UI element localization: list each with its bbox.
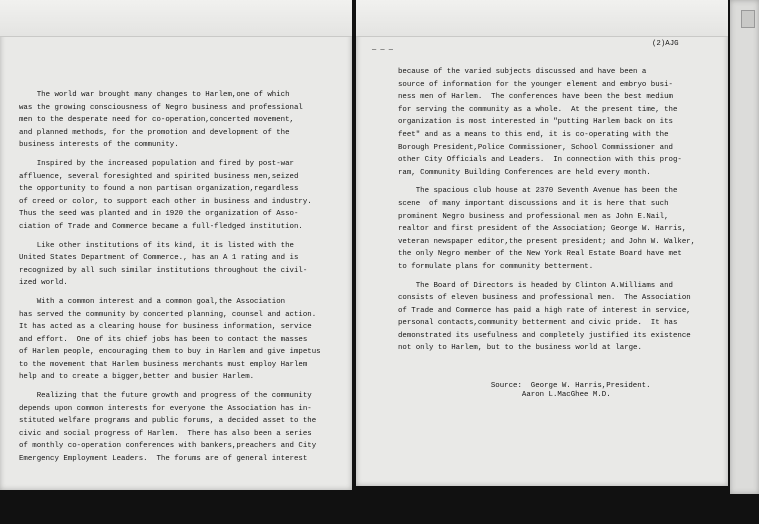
right-line: to formulate plans for community betterment.: [398, 262, 594, 271]
left-line: help and to create a bigger,better and busier Harlem.: [19, 373, 255, 382]
source-label: Source:: [490, 381, 522, 390]
source-line-1: George W. Harris,President.: [530, 381, 651, 390]
right-line: veteran newspaper editor,the present president; and John W. Walker,: [398, 237, 696, 246]
page-number-label: (2)AJG: [652, 40, 679, 48]
source-block: [482, 372, 651, 401]
left-line: was the growing consciousness of Negro business and professional: [19, 103, 303, 112]
left-line: depends upon common interests for everyone the Association has in-: [19, 404, 312, 413]
right-line: consists of eleven business and professional men. The Association: [398, 294, 691, 303]
left-page-body: [19, 89, 321, 466]
right-page-body: [398, 66, 695, 355]
page-corner-tab: [741, 10, 755, 28]
left-line: The world war brought many changes to Harlem,one of which: [19, 91, 290, 99]
source-line-2: Aaron L.MacGhee M.D.: [521, 391, 611, 399]
left-line: United States Department of Commerce., has an A 1 rating and is: [19, 254, 299, 263]
left-line: Emergency Employment Leaders. The forums are of general interest: [19, 455, 308, 464]
right-page-top-edge: [356, 0, 728, 37]
right-line: feet" and as a means to this end, it is co-operating with the: [398, 130, 669, 139]
right-line: demonstrated its usefulness and completely justified its existence: [398, 331, 691, 340]
left-line: Realizing that the future growth and progress of the community: [19, 392, 312, 401]
left-line: and effort. One of its chief jobs has been to contact the masses: [19, 335, 308, 344]
right-line: other City Officials and Leaders. In connection with this prog-: [398, 156, 682, 165]
left-line: ized world.: [19, 279, 68, 288]
right-line: personal contacts,community betterment and civic pride. It has: [398, 319, 678, 328]
left-line: of Harlem people, encouraging them to buy in Harlem and give impetus: [19, 348, 321, 357]
right-line: realtor and first president of the Association; George W. Harris,: [398, 225, 687, 234]
right-line: scene of many important discussions and it is here that such: [398, 199, 669, 208]
right-line: not only to Harlem, but to the business world at large.: [398, 344, 642, 353]
left-line: and planned methods, for the promotion and development of the: [19, 128, 290, 137]
left-line: ciation of Trade and Commerce became a full-fledged institution.: [19, 222, 303, 231]
right-line: The Board of Directors is headed by Clinton A.Williams and: [398, 281, 673, 290]
right-line: prominent Negro business and professional men as John E.Nail,: [398, 212, 669, 221]
dash-mark: — — —: [372, 46, 394, 54]
right-line: Borough President,Police Commissioner, School Commissioner and: [398, 143, 673, 152]
left-line: business interests of the community.: [19, 141, 179, 150]
right-line: The spacious club house at 2370 Seventh Avenue has been the: [398, 187, 678, 196]
left-line: has served the community by concerted planning, counsel and action.: [19, 310, 317, 319]
left-line: the opportunity to found a non partisan organization,regardless: [19, 185, 299, 194]
left-line: affluence, several foresighted and spirited business men,seized: [19, 172, 299, 181]
right-line: of Trade and Commerce has paid a high rate of interest in service,: [398, 306, 691, 315]
right-line: because of the varied subjects discussed and have been a: [398, 68, 647, 76]
right-line: organization is most interested in "putting Harlem back on its: [398, 118, 673, 127]
right-line: ram, Community Building Conferences are held every month.: [398, 168, 651, 177]
left-line: civic and social progress of Harlem. There has also been a series: [19, 429, 312, 438]
left-line: recognized by all such similar institutions throughout the civil-: [19, 266, 308, 275]
source-indent: [482, 391, 522, 399]
right-line: the only Negro member of the New York Real Estate Board have met: [398, 250, 682, 259]
left-line: Like other institutions of its kind, it is listed with the: [19, 241, 294, 250]
left-line: It has acted as a clearing house for business information, service: [19, 323, 312, 332]
left-line: of creed or color, to support each other in business and industry.: [19, 197, 312, 206]
left-line: With a common interest and a common goal,the Association: [19, 297, 286, 306]
left-page-top-edge: [0, 0, 352, 37]
next-page-edge: [730, 0, 759, 494]
left-line: men to the desperate need for co-operation,concerted movement,: [19, 116, 294, 125]
left-line: stituted welfare programs and public forums, a decided asset to the: [19, 417, 317, 426]
right-line: source of information for the younger element and embryo busi-: [398, 80, 673, 89]
left-line: Thus the seed was planted and in 1920 the organization of Asso-: [19, 210, 299, 219]
left-line: Inspired by the increased population and fired by post-war: [19, 159, 294, 168]
left-line: of monthly co-operation conferences with bankers,preachers and City: [19, 442, 317, 451]
right-line: ness men of Harlem. The conferences have been the best medium: [398, 93, 673, 102]
right-line: for serving the community as a whole. At the present time, the: [398, 105, 678, 114]
left-line: to the movement that Harlem business merchants must employ Harlem: [19, 360, 308, 369]
